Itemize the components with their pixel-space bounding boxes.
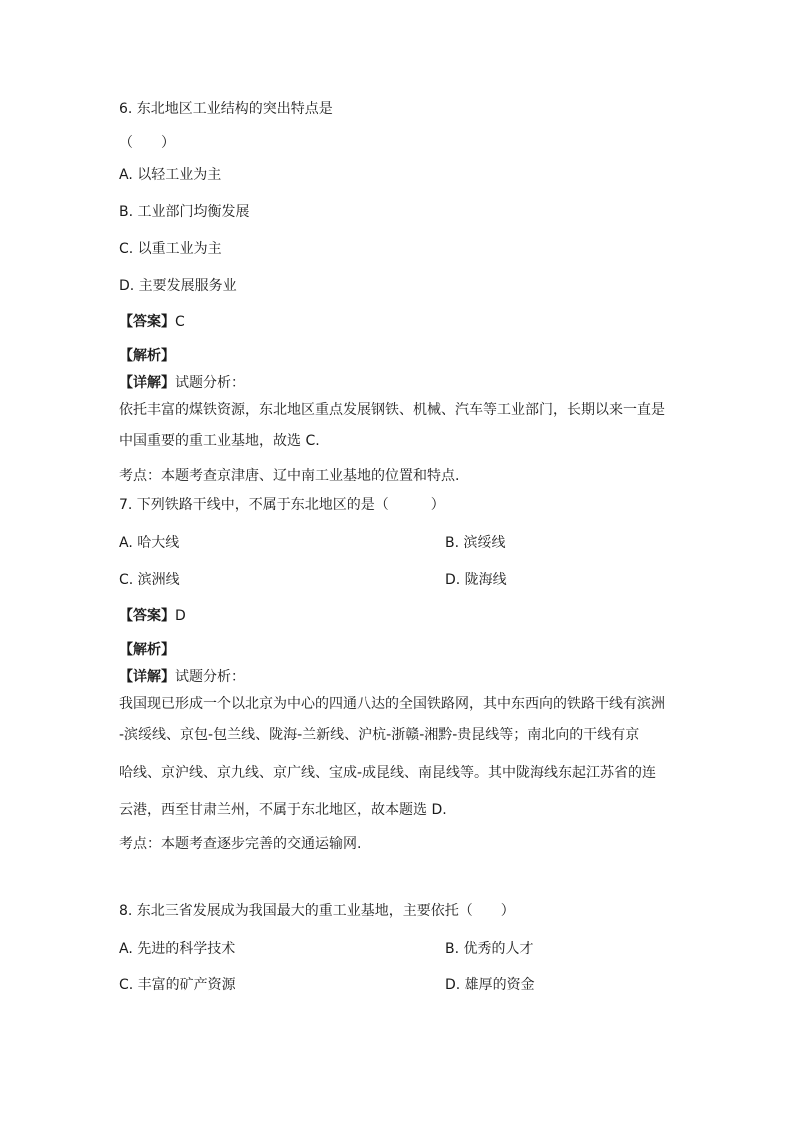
q6-option-b: B. 工业部门均衡发展 xyxy=(119,204,250,220)
q6-analysis-tag: 【解析】 xyxy=(119,348,175,364)
answer-value: C xyxy=(175,314,185,330)
q6-detail-line-2: 中国重要的重工业基地，故选 C. xyxy=(119,433,320,449)
q6-detail-head xyxy=(119,374,245,392)
q7-option-d: D. 陇海线 xyxy=(445,572,507,588)
detail-tag: 【详解】 xyxy=(119,375,175,391)
q7-analysis-tag: 【解析】 xyxy=(119,642,175,658)
q8-stem: 8. 东北三省发展成为我国最大的重工业基地，主要依托（ ） xyxy=(119,903,515,919)
q6-option-c: C. 以重工业为主 xyxy=(119,241,222,257)
q7-detail-line-2: -滨绥线、京包-包兰线、陇海-兰新线、沪杭-浙赣-湘黔-贵昆线等；南北向的干线有京 xyxy=(119,727,640,743)
q6-option-d: D. 主要发展服务业 xyxy=(119,278,237,294)
q8-option-b: B. 优秀的人才 xyxy=(445,941,534,957)
q6-stem: 6. 东北地区工业结构的突出特点是 xyxy=(119,101,333,117)
q6-note: 考点：本题考查京津唐、辽中南工业基地的位置和特点. xyxy=(119,468,460,484)
q8-option-a: A. 先进的科学技术 xyxy=(119,941,236,957)
answer-tag: 【答案】 xyxy=(119,608,175,624)
detail-head-text: 试题分析： xyxy=(175,669,245,685)
q6-option-a: A. 以轻工业为主 xyxy=(119,167,222,183)
q7-stem: 7. 下列铁路干线中，不属于东北地区的是（ ） xyxy=(119,497,445,513)
q7-option-b: B. 滨绥线 xyxy=(445,535,506,551)
q6-blank: （ ） xyxy=(119,135,175,151)
answer-tag: 【答案】 xyxy=(119,314,175,330)
q6-answer xyxy=(119,313,185,331)
q8-option-c: C. 丰富的矿产资源 xyxy=(119,977,236,993)
q8-option-d: D. 雄厚的资金 xyxy=(445,977,535,993)
q7-answer xyxy=(119,607,186,625)
q7-detail-line-1: 我国现已形成一个以北京为中心的四通八达的全国铁路网，其中东西向的铁路干线有滨洲 xyxy=(119,696,665,712)
q7-detail-head xyxy=(119,668,245,686)
q7-note: 考点：本题考查逐步完善的交通运输网. xyxy=(119,836,362,852)
q7-option-c: C. 滨洲线 xyxy=(119,572,180,588)
q7-detail-line-3: 哈线、京沪线、京九线、京广线、宝成-成昆线、南昆线等。其中陇海线东起江苏省的连 xyxy=(119,765,657,781)
q6-detail-line-1: 依托丰富的煤铁资源，东北地区重点发展钢铁、机械、汽车等工业部门，长期以来一直是 xyxy=(119,402,665,418)
detail-head-text: 试题分析： xyxy=(175,375,245,391)
q7-option-a: A. 哈大线 xyxy=(119,535,180,551)
q7-detail-line-4: 云港，西至甘肃兰州，不属于东北地区，故本题选 D. xyxy=(119,802,447,818)
detail-tag: 【详解】 xyxy=(119,669,175,685)
answer-value: D xyxy=(175,608,186,624)
